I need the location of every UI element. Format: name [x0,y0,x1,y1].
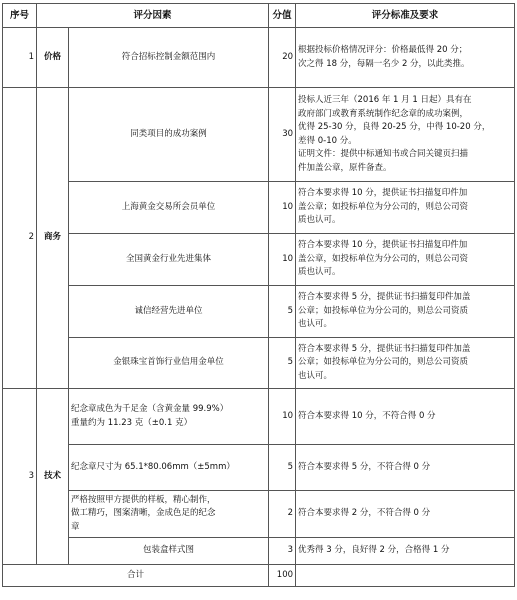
total-standard-cell [296,565,515,587]
factor-cell [69,182,269,234]
table-row [3,491,515,538]
row-number: 2 [3,88,37,389]
factor-text: 纪念章尺寸为 65.1*80.06mm（±5mm） [71,461,235,472]
standard-text: 次之得 18 分，每隔一名少 2 分，以此类推。 [298,58,470,69]
score-cell: 5 [269,286,296,338]
score-cell: 30 [269,88,296,182]
table-row [3,389,515,445]
standard-cell [296,338,515,389]
factor-cell [69,28,269,88]
factor-text: 包装盒样式图 [143,545,195,556]
standard-cell [296,445,515,491]
factor-cell [69,234,269,286]
category-label: 价格 [37,28,69,88]
table-row [3,234,515,286]
header-no: 序号 [3,4,37,28]
factor-cell [69,491,269,538]
category-label: 商务 [37,88,69,389]
standard-cell [296,538,515,565]
standard-text: 优秀得 3 分，良好得 2 分，合格得 1 分 [298,545,450,556]
standard-cell [296,28,515,88]
score-cell: 3 [269,538,296,565]
standard-text: 也认可。 [298,319,333,330]
standard-text: 也认可。 [298,370,333,381]
standard-text: 符合本要求得 5 分，提供证书扫描复印件加盖 [298,343,471,354]
factor-cell [69,88,269,182]
standard-text: 符合本要求得 10 分，不符合得 0 分 [298,410,436,421]
standard-cell [296,182,515,234]
score-cell: 10 [269,182,296,234]
standard-text: 盖公章，如投标单位为分公司的，则总公司资 [298,253,469,264]
table-row [3,182,515,234]
standard-text: 根据投标价格情况评分：价格最低得 20 分； [298,45,468,55]
table-row [3,338,515,389]
factor-text: 严格按照甲方提供的样板，精心制作， [71,494,216,505]
table-row [3,28,515,88]
row-number: 3 [3,389,37,565]
standard-text: 符合本要求得 10 分，提供证书扫描复印件加 [298,188,468,199]
category-label: 技术 [37,389,69,565]
standard-cell [296,286,515,338]
standard-cell [296,234,515,286]
standard-text: 质也认可。 [298,267,341,278]
table-row [3,445,515,491]
total-score: 100 [269,565,296,587]
header-score: 分值 [269,4,296,28]
factor-cell [69,286,269,338]
score-cell: 5 [269,445,296,491]
standard-text: 符合本要求得 10 分，提供证书扫描复印件加 [298,240,468,251]
row-number: 1 [3,28,37,88]
factor-cell [69,445,269,491]
standard-text: 差得 0-10 分。 [298,135,357,146]
table-row [3,538,515,565]
factor-cell [69,338,269,389]
factor-text: 章 [71,521,80,532]
score-cell: 5 [269,338,296,389]
table-row [3,286,515,338]
standard-text: 优得 25-30 分，良得 20-25 分，中得 10-20 分， [298,122,491,132]
standard-text: 符合本要求得 5 分，提供证书扫描复印件加盖 [298,292,471,303]
scoring-table [2,3,515,587]
total-label: 合计 [3,565,269,587]
standard-text: 质也认可。 [298,215,341,226]
factor-cell [69,538,269,565]
factor-text: 符合招标控制金额范围内 [121,51,216,62]
total-row [3,565,515,587]
standard-text: 公章；如投标单位为分公司的，则总公司资质 [298,305,469,316]
table-row [3,88,515,182]
factor-cell [69,389,269,445]
score-cell: 10 [269,389,296,445]
standard-text: 件加盖公章，原件备查。 [298,162,392,173]
factor-text: 诚信经营先进单位 [134,305,203,316]
factor-text: 做工精巧，图案清晰，金成色足的纪念 [71,508,216,519]
factor-text: 金银珠宝首饰行业信用金单位 [113,357,224,368]
factor-text: 上海黄金交易所会员单位 [121,201,216,212]
factor-text: 重量约为 11.23 克（±0.1 克） [71,417,193,428]
factor-text: 同类项目的成功案例 [130,128,207,139]
standard-text: 公章；如投标单位为分公司的，则总公司资质 [298,357,469,368]
score-cell: 20 [269,28,296,88]
header-factor: 评分因素 [37,4,269,28]
standard-text: 符合本要求得 2 分，不符合得 0 分 [298,508,431,519]
standard-text: 证明文件：提供中标通知书或合同关键页扫描 [298,149,469,159]
standard-cell [296,389,515,445]
factor-text: 全国黄金行业先进集体 [126,253,212,264]
standard-text: 盖公章；如投标单位为分公司的，则总公司资 [298,201,469,212]
standard-text: 投标人近三年（2016 年 1 月 1 日起）具有在 [298,95,472,105]
standard-cell [296,491,515,538]
score-cell: 2 [269,491,296,538]
score-cell: 10 [269,234,296,286]
header-standard: 评分标准及要求 [296,4,515,28]
standard-cell [296,88,515,182]
standard-text: 政府部门或教育系统制作纪念章的成功案例， [298,108,469,119]
header-row [3,4,515,28]
standard-text: 符合本要求得 5 分，不符合得 0 分 [298,461,431,472]
factor-text: 纪念章成色为千足金（含黄金量 99.9%） [71,404,229,414]
